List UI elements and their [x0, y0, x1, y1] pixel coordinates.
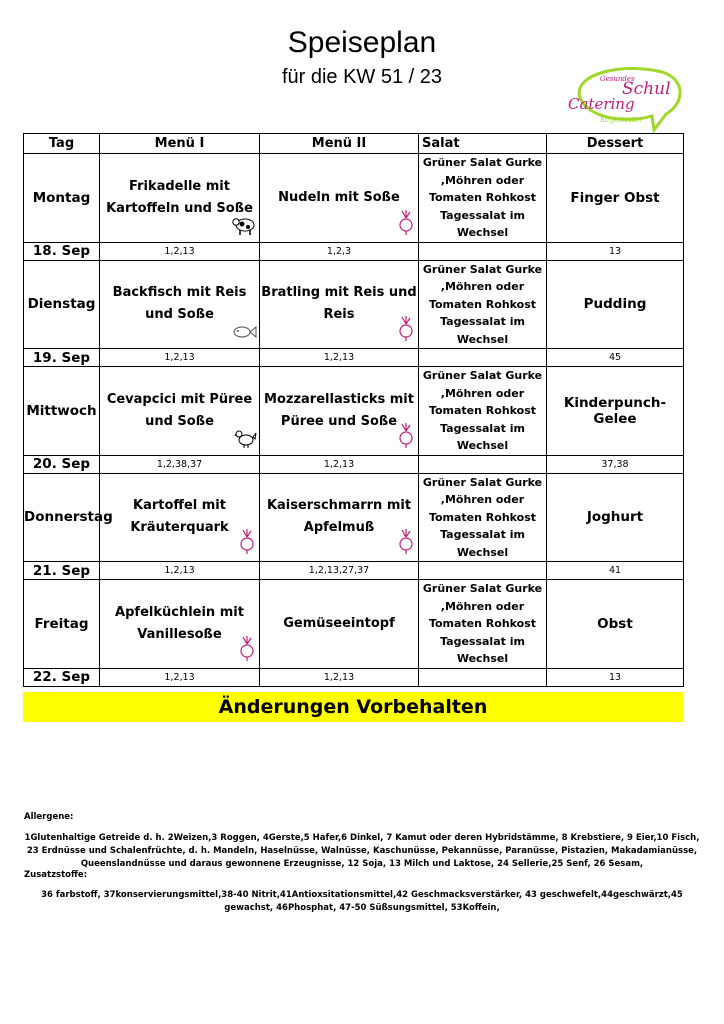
- menu1-cell: [100, 154, 260, 243]
- menu1-cell: [100, 473, 260, 562]
- day-name: Mittwoch: [24, 367, 100, 456]
- dessert-cell: Kinderpunch-Gelee: [547, 367, 684, 456]
- beet-icon: [237, 529, 257, 563]
- menu2-allergens: 1,2,13,27,37: [260, 562, 419, 580]
- beet-icon: [396, 210, 416, 244]
- dessert-allergens: 13: [547, 242, 684, 260]
- dessert-cell: Pudding: [547, 260, 684, 349]
- day-date: 18. Sep: [24, 242, 100, 260]
- day-date: 20. Sep: [24, 455, 100, 473]
- date-row: [24, 349, 684, 367]
- dessert-allergens: 13: [547, 668, 684, 686]
- day-row: [24, 580, 684, 669]
- salad-cell: Grüner Salat Gurke ,Möhren oder Tomaten Rohkost Tagessalat im Wechsel: [419, 580, 547, 669]
- dessert-allergens: 45: [547, 349, 684, 367]
- dessert-cell: Obst: [547, 580, 684, 669]
- salad-cell: Grüner Salat Gurke ,Möhren oder Tomaten Rohkost Tagessalat im Wechsel: [419, 473, 547, 562]
- menu2-cell: [260, 580, 419, 669]
- page-title: Speiseplan: [287, 26, 437, 59]
- page-subtitle: für die KW 51 / 23: [281, 66, 443, 88]
- beet-icon: [396, 316, 416, 350]
- header-menu2: Menü II: [260, 134, 419, 154]
- header-salat: Salat: [419, 134, 547, 154]
- menu2-allergens: 1,2,3: [260, 242, 419, 260]
- chicken-icon: [233, 427, 257, 457]
- date-row: [24, 455, 684, 473]
- menu2-dish: Nudeln mit Soße: [278, 189, 400, 205]
- menu2-cell: [260, 260, 419, 349]
- day-name: Freitag: [24, 580, 100, 669]
- day-row: [24, 154, 684, 243]
- menu1-allergens: 1,2,38,37: [100, 455, 260, 473]
- menu2-allergens: 1,2,13: [260, 668, 419, 686]
- day-row: [24, 367, 684, 456]
- salad-cell: Grüner Salat Gurke ,Möhren oder Tomaten Rohkost Tagessalat im Wechsel: [419, 367, 547, 456]
- day-name: Montag: [24, 154, 100, 243]
- notice-banner: Änderungen Vorbehalten: [23, 692, 683, 722]
- date-row: [24, 242, 684, 260]
- header-tag: Tag: [24, 134, 100, 154]
- day-date: 21. Sep: [24, 562, 100, 580]
- menu1-cell: [100, 367, 260, 456]
- day-row: [24, 473, 684, 562]
- menu2-allergens: 1,2,13: [260, 349, 419, 367]
- caterer-logo: [562, 64, 688, 134]
- svg-text:Catering: Catering: [568, 95, 635, 113]
- salad-allergens: [419, 242, 547, 260]
- additives-text: 36 farbstoff, 37konservierungsmittel,38-40 Nitrit,41Antioxsitationsmittel,42 Geschmacksverstärker, 43 geschwefelt,44geschwärzt,45 gewachst, 46Phosphat, 47-50 Süßsungsmittel, 53Koffein,: [41, 890, 683, 913]
- menu1-cell: [100, 260, 260, 349]
- day-date: 19. Sep: [24, 349, 100, 367]
- dessert-allergens: 37,38: [547, 455, 684, 473]
- menu2-dish: Gemüseeintopf: [283, 615, 395, 631]
- svg-text:Schul: Schul: [622, 79, 671, 99]
- beet-icon: [237, 636, 257, 670]
- dessert-cell: Finger Obst: [547, 154, 684, 243]
- menu2-cell: [260, 367, 419, 456]
- salad-allergens: [419, 349, 547, 367]
- beet-icon: [396, 423, 416, 457]
- additives-heading: Zusatzstoffe:: [24, 870, 88, 880]
- allergens-text: 1Glutenhaltige Getreide d. h. 2Weizen,3 Roggen, 4Gerste,5 Hafer,6 Dinkel, 7 Kamut oder deren Hybridstämme, 8 Krebstiere, 9 Eier,10 Fisch, 23 Erdnüsse und Schalenfrüchte, d. h. Mandeln, Haselnüsse, Walnüsse, Kaschunüsse, Pekannüsse, Paranüsse, Pistazien, Makadamianüsse, Queenslandnüsse und daraus gewonnene Erzeugnisse, 12 Soja, 13 Milch und Laktose, 24 Sellerie,25 Senf, 26 Sesam,: [24, 833, 700, 869]
- menu-table: [23, 133, 684, 687]
- fish-icon: [231, 322, 257, 350]
- dessert-cell: Joghurt: [547, 473, 684, 562]
- salad-allergens: [419, 455, 547, 473]
- header-dessert: Dessert: [547, 134, 684, 154]
- menu1-dish: Frikadelle mit Kartoffeln und Soße: [106, 178, 253, 216]
- salad-allergens: [419, 562, 547, 580]
- menu2-dish: Bratling mit Reis und Reis: [261, 285, 417, 323]
- menu1-dish: Kartoffel mit Kräuterquark: [130, 498, 229, 536]
- menu2-dish: Mozzarellasticks mit Püree und Soße: [264, 391, 414, 429]
- header-menu1: Menü I: [100, 134, 260, 154]
- date-row: [24, 668, 684, 686]
- menu2-allergens: 1,2,13: [260, 455, 419, 473]
- dessert-allergens: 41: [547, 562, 684, 580]
- menu2-dish: Kaiserschmarrn mit Apfelmuß: [266, 498, 412, 536]
- menu2-cell: [260, 473, 419, 562]
- day-name: Donnerstag: [24, 473, 100, 562]
- menu1-allergens: 1,2,13: [100, 562, 260, 580]
- menu1-dish: Backfisch mit Reis und Soße: [112, 285, 247, 323]
- beet-icon: [396, 529, 416, 563]
- menu1-allergens: 1,2,13: [100, 668, 260, 686]
- menu1-cell: [100, 580, 260, 669]
- day-date: 22. Sep: [24, 668, 100, 686]
- menu1-dish: Cevapcici mit Püree und Soße: [106, 391, 253, 429]
- salad-allergens: [419, 668, 547, 686]
- svg-text:Birgit Müller: Birgit Müller: [600, 116, 643, 124]
- allergens-heading: Allergene:: [24, 812, 74, 822]
- cow-icon: [231, 214, 257, 244]
- day-row: [24, 260, 684, 349]
- salad-cell: Grüner Salat Gurke ,Möhren oder Tomaten Rohkost Tagessalat im Wechsel: [419, 154, 547, 243]
- date-row: [24, 562, 684, 580]
- menu1-allergens: 1,2,13: [100, 349, 260, 367]
- salad-cell: Grüner Salat Gurke ,Möhren oder Tomaten Rohkost Tagessalat im Wechsel: [419, 260, 547, 349]
- menu2-cell: [260, 154, 419, 243]
- menu1-allergens: 1,2,13: [100, 242, 260, 260]
- svg-text:Gesundes: Gesundes: [600, 75, 635, 83]
- day-name: Dienstag: [24, 260, 100, 349]
- menu1-dish: Apfelküchlein mit Vanillesoße: [115, 604, 244, 642]
